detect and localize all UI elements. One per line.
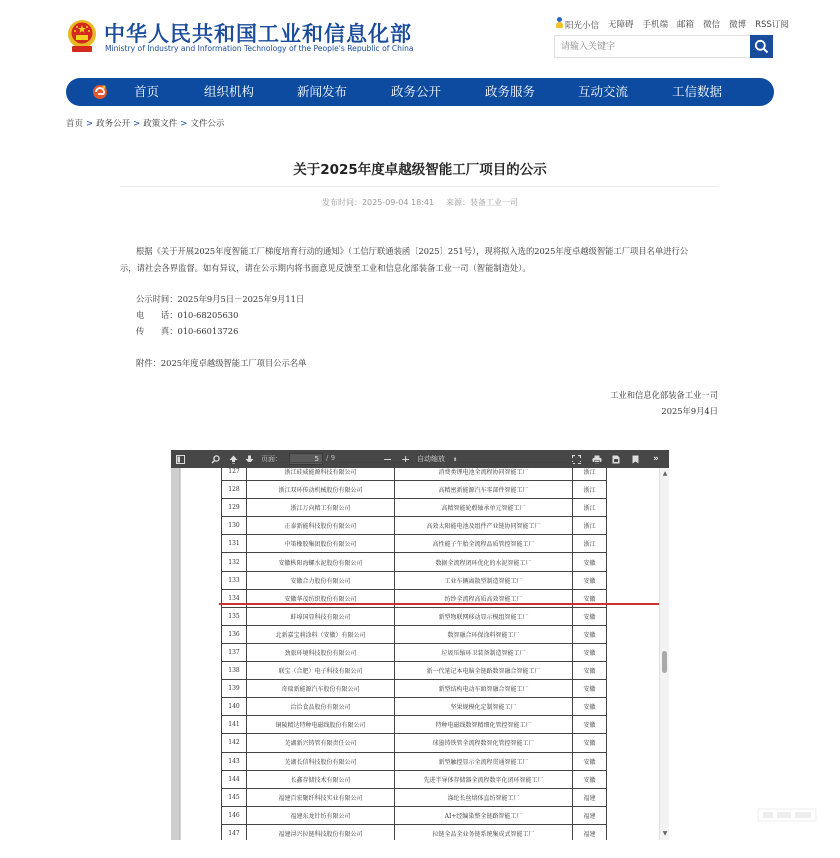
table-row-highlighted: 133 安徽合力股份有限公司 工业车辆离散型制造智能工厂 安徽 [222,571,607,589]
nav-item-gov-services[interactable]: 政务服务 [485,84,536,99]
table-row: 131 中策橡胶集团股份有限公司 高性能子午胎全流程品质管控智能工厂 浙江 [222,535,607,553]
table-row: 141 铜陵精达特种电磁线股份有限公司 特种电磁线数智精细化管控智能工厂 安徽 [222,716,607,734]
table-row: 139 奇瑞新能源汽车股份有限公司 新型结构电动车頭智融合智能工厂 安徽 [222,680,607,698]
table-row: 135 蚌埠国显科技有限公司 新型物联网移动显示模组智能工厂 安徽 [222,607,607,625]
search-icon [754,39,769,54]
table-row: 130 正泰新能科技股份有限公司 高效太阳能电池及组件产业链协同智能工厂 浙江 [222,517,607,535]
breadcrumb-separator: > [86,119,94,129]
pdf-page-gutter [171,468,180,840]
top-links [556,17,789,31]
scroll-down-arrow-icon[interactable]: ▼ [662,830,668,837]
table-row: 140 洽洽食品股份有限公司 坚果规模化定制智能工厂 安徽 [222,698,607,716]
more-tools-icon[interactable]: » [653,454,659,464]
project-table [221,462,607,840]
page-number-input[interactable]: 5 [289,453,323,465]
table-row: 138 联宝（合肥）电子科技有限公司 新一代笔记本电脑全链路数智融合智能工厂 安徽 [222,662,607,680]
scrollbar-thumb[interactable] [662,651,667,673]
download-icon[interactable] [612,453,620,465]
top-link-mail[interactable]: 邮箱 [677,20,695,30]
body-paragraph-1: 根据《关于开展2025年度智能工厂梯度培育行动的通知》（工信厅联通装函〔2025〕251号），现将拟入选的2025年度卓越级智能工厂项目名单进行公 [136,246,689,256]
main-nav [66,78,774,106]
nav-item-data[interactable]: 工信数据 [672,84,723,99]
breadcrumb-separator: > [133,119,141,129]
table-row: 128 浙江双环传动机械股份有限公司 高精密新能源汽车零部件智能工厂 浙江 [222,481,607,499]
pdf-page [181,468,659,840]
page-total: / 9 [326,454,336,462]
zoom-out-icon[interactable]: − [383,452,393,466]
site-subtitle: Ministry of Industry and Information Technology of the People's Republic of China [105,44,414,53]
table-row: 132 安徽枞阳海螺水泥股份有限公司 数据全流程闭环优化的水泥智能工厂 安徽 [222,553,607,571]
article-meta [0,197,840,208]
site-logo-icon [92,83,108,101]
find-icon[interactable] [211,453,220,465]
search-input[interactable] [555,36,751,57]
breadcrumb [66,117,224,129]
title-divider [120,186,718,187]
mascot-icon [556,17,563,28]
search-box [554,35,773,58]
breadcrumb-separator: > [180,119,188,129]
table-row: 145 福建百宏聚纤科技实业有限公司 涤纶长丝熔体直纺智能工厂 福建 [222,788,607,806]
top-link-sunshine[interactable]: 阳光小信 [556,17,599,31]
nav-item-home[interactable]: 首页 [134,84,160,99]
watermark-icon [757,808,817,826]
breadcrumb-gov-affairs[interactable]: 政务公开 [96,119,131,129]
scroll-up-arrow-icon[interactable]: ▲ [662,470,668,477]
search-button[interactable] [750,35,773,58]
national-emblem-icon [66,18,98,54]
contact-phone: 电 话：010-68205630 [136,310,239,320]
highlight-underline [219,603,659,605]
table-row: 147 福建浔兴拉链科技股份有限公司 拉链全品全业务链系统集成式智能工厂 福建 [222,824,607,840]
site-header [0,0,840,76]
top-link-mobile[interactable]: 手机端 [642,20,669,30]
publish-time: 发布时间：2025-09-04 18:41 [321,198,435,207]
breadcrumb-home[interactable]: 首页 [66,119,84,129]
nav-item-news[interactable]: 新闻发布 [297,84,348,99]
signer: 工业和信息化部装备工业一司 [610,390,718,400]
table-row: 134 安徽华茂纺织股份有限公司 纺纱全流程高质高效智能工厂 安徽 [222,589,607,607]
page-label: 页面： [261,455,282,463]
nav-item-gov-affairs[interactable]: 政务公开 [391,84,442,99]
nav-item-interaction[interactable]: 互动交流 [578,84,629,99]
pdf-viewer [171,450,669,840]
table-row: 129 浙江万向精工有限公司 高精智能轮毂轴承单元智能工厂 浙江 [222,499,607,517]
article-title: 关于2025年度卓越级智能工厂项目的公示 [293,162,547,178]
table-row: 136 北新嘉宝莉涂料（安徽）有限公司 数智融合环保涂料智能工厂 安徽 [222,625,607,643]
nav-item-organization[interactable]: 组织机构 [204,84,255,99]
watermark-logo [752,808,822,838]
bookmark-icon[interactable] [632,453,639,465]
breadcrumb-policy-docs[interactable]: 政策文件 [143,119,178,129]
table-row: 143 芜湖长信科技股份有限公司 新型触控显示全流程贯通智能工厂 安徽 [222,752,607,770]
sidebar-toggle-icon[interactable] [176,453,185,465]
top-link-rss[interactable]: RSS订阅 [755,20,789,30]
breadcrumb-file-notice[interactable]: 文件公示 [190,119,225,129]
select-arrow-icon: ⬍ [453,457,458,463]
top-link-weibo[interactable]: 微博 [729,20,747,30]
pdf-scrollbar[interactable] [659,468,669,840]
zoom-in-icon[interactable]: + [401,452,411,466]
table-row: 144 长鑫存储技术有限公司 先进半导体存储器全流程数字化闭环智能工厂 安徽 [222,770,607,788]
sign-date: 2025年9月4日 [661,406,718,416]
top-link-accessibility[interactable]: 无障碍 [608,20,634,30]
table-row: 142 芜湖新兴铸管有限责任公司 球墨铸铁管全流程数智化管控智能工厂 安徽 [222,734,607,752]
top-link-wechat[interactable]: 微信 [703,20,721,30]
site-title: 中华人民共和国工业和信息化部 [104,22,412,46]
contact-fax: 传 真：010-66013726 [136,326,239,336]
table-row: 137 劲旅环境科技股份有限公司 垃圾压缩环卫装备制造智能工厂 安徽 [222,643,607,661]
attachment-link[interactable]: 附件：2025年度卓越级智能工厂项目公示名单 [136,358,307,368]
body-paragraph-2: 示，请社会各界监督。如有异议，请在公示期内将书面意见反馈至工业和信息化部装备工业一司（智能制造处）。 [120,263,531,273]
notice-period: 公示时间：2025年9月5日－2025年9月11日 [136,294,305,304]
table-row: 146 福建东龙针纺有限公司 AI+经编染整全链路智能工厂 福建 [222,806,607,824]
zoom-select[interactable]: 自动缩放 ⬍ [417,455,458,463]
table-row: 127 浙江硅威能源科技有限公司 消费类锂电池全流程协同智能工厂 浙江 [222,463,607,481]
article-source: 来源：装备工业一司 [446,198,519,207]
